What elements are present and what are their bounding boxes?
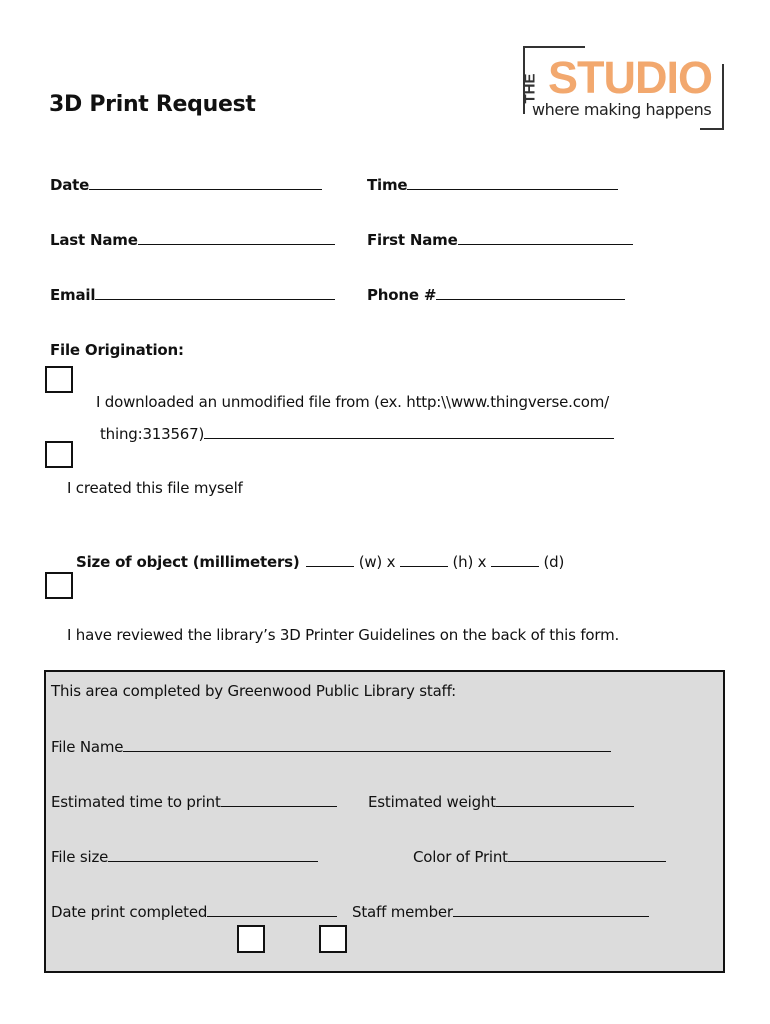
size-h-label: (h) x <box>452 553 487 571</box>
downloaded-text-1: I downloaded an unmodified file from (ex. http:\\www.thingverse.com/ <box>96 393 609 411</box>
size-d-label: (d) <box>543 553 565 571</box>
last-name-line[interactable] <box>138 230 335 245</box>
last-name-field[interactable] <box>50 230 335 249</box>
logo-the-text: THE <box>521 73 539 104</box>
size-d-line[interactable] <box>491 552 539 567</box>
staff-member-field[interactable] <box>352 902 649 921</box>
downloaded-url-field[interactable] <box>100 424 614 443</box>
first-name-line[interactable] <box>458 230 633 245</box>
last-name-label: Last Name <box>50 231 138 249</box>
guidelines-text: I have reviewed the library’s 3D Printer Guidelines on the back of this form. <box>67 626 620 644</box>
guidelines-checkbox[interactable] <box>45 572 73 599</box>
size-label: Size of object (millimeters) <box>76 553 300 571</box>
est-time-label: Estimated time to print <box>51 793 221 811</box>
staff-member-line[interactable] <box>453 902 649 917</box>
color-field[interactable] <box>413 847 666 866</box>
staff-checkbox-1[interactable] <box>237 925 265 953</box>
time-label: Time <box>367 176 408 194</box>
phone-label: Phone # <box>367 286 437 304</box>
email-field[interactable] <box>50 285 335 304</box>
staff-heading: This area completed by Greenwood Public Library staff: <box>51 682 457 700</box>
email-label: Email <box>50 286 96 304</box>
date-completed-field[interactable] <box>51 902 337 921</box>
staff-member-label: Staff member <box>352 903 453 921</box>
first-name-field[interactable] <box>367 230 633 249</box>
date-line[interactable] <box>89 175 322 190</box>
staff-checkbox-2[interactable] <box>319 925 347 953</box>
file-name-line[interactable] <box>123 737 611 752</box>
created-checkbox[interactable] <box>45 441 73 468</box>
date-completed-line[interactable] <box>207 902 337 917</box>
date-completed-label: Date print completed <box>51 903 208 921</box>
date-label: Date <box>50 176 90 194</box>
first-name-label: First Name <box>367 231 458 249</box>
est-time-field[interactable] <box>51 792 337 811</box>
phone-line[interactable] <box>436 285 625 300</box>
staff-area <box>44 670 725 973</box>
size-field[interactable] <box>76 552 564 571</box>
size-w-line[interactable] <box>306 552 354 567</box>
downloaded-text-2: thing:313567) <box>100 425 205 443</box>
file-name-label: File Name <box>51 738 124 756</box>
est-weight-line[interactable] <box>496 792 634 807</box>
downloaded-checkbox[interactable] <box>45 366 73 393</box>
file-origination-heading: File Origination: <box>50 341 184 359</box>
time-field[interactable] <box>367 175 618 194</box>
file-size-label: File size <box>51 848 109 866</box>
phone-field[interactable] <box>367 285 625 304</box>
created-text: I created this file myself <box>67 479 243 497</box>
time-line[interactable] <box>407 175 618 190</box>
est-time-line[interactable] <box>221 792 337 807</box>
est-weight-field[interactable] <box>368 792 634 811</box>
date-field[interactable] <box>50 175 322 194</box>
downloaded-url-line[interactable] <box>204 424 614 439</box>
logo-studio-text: STUDIO <box>548 52 713 103</box>
file-name-field[interactable] <box>51 737 611 756</box>
file-size-line[interactable] <box>108 847 318 862</box>
color-line[interactable] <box>508 847 666 862</box>
size-w-label: (w) x <box>358 553 396 571</box>
logo-tagline: where making happens <box>532 100 712 119</box>
color-label: Color of Print <box>413 848 508 866</box>
email-line[interactable] <box>95 285 335 300</box>
file-size-field[interactable] <box>51 847 318 866</box>
size-h-line[interactable] <box>400 552 448 567</box>
est-weight-label: Estimated weight <box>368 793 496 811</box>
page-title: 3D Print Request <box>49 92 256 117</box>
